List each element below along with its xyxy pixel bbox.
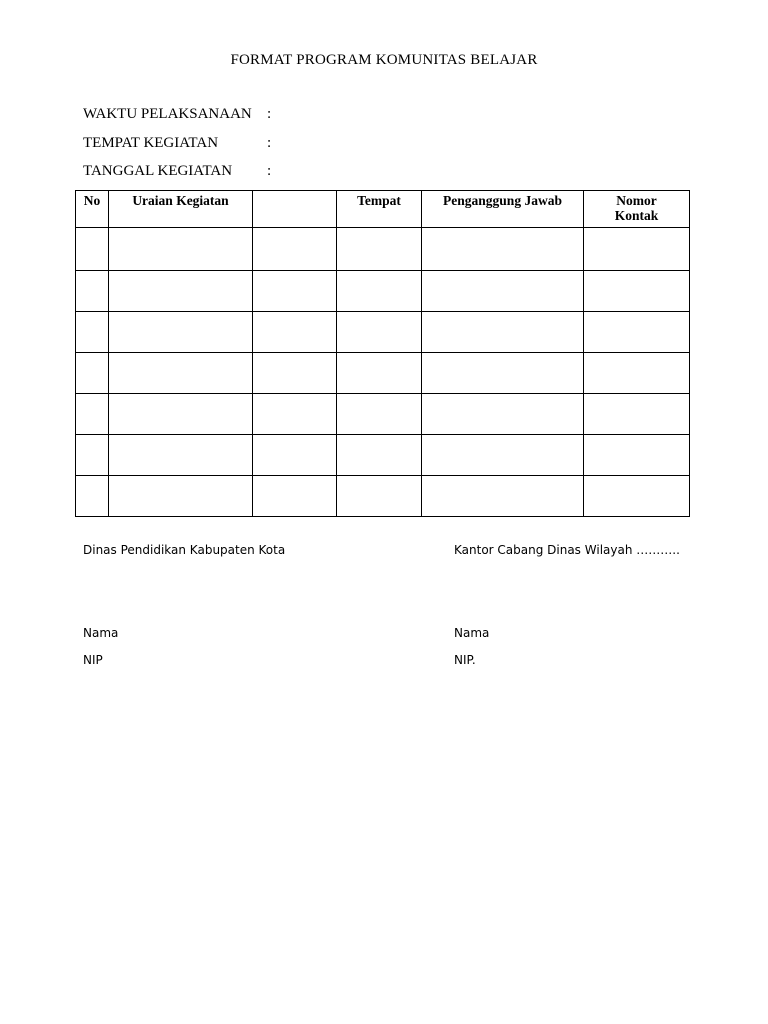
field-waktu	[83, 106, 272, 123]
table-cell[interactable]	[337, 394, 422, 435]
field-tempat-colon: :	[267, 135, 272, 151]
table-row	[76, 312, 690, 353]
table-cell[interactable]	[253, 312, 337, 353]
table-cell[interactable]	[109, 312, 253, 353]
table-cell[interactable]	[422, 435, 584, 476]
table-cell[interactable]	[253, 476, 337, 517]
field-tempat-label: TEMPAT KEGIATAN	[83, 135, 219, 151]
table-cell[interactable]	[422, 394, 584, 435]
table-cell[interactable]	[337, 228, 422, 271]
table-cell[interactable]	[76, 394, 109, 435]
left-nama: Nama	[83, 626, 119, 640]
header-tempat: Tempat	[337, 191, 422, 228]
table-row	[76, 353, 690, 394]
field-tanggal-label: TANGGAL KEGIATAN	[83, 163, 233, 179]
table-cell[interactable]	[422, 271, 584, 312]
table-row	[76, 228, 690, 271]
table-cell[interactable]	[253, 394, 337, 435]
table-cell[interactable]	[584, 435, 690, 476]
table-cell[interactable]	[76, 353, 109, 394]
field-waktu-colon: :	[267, 106, 272, 122]
table-cell[interactable]	[584, 271, 690, 312]
table-cell[interactable]	[422, 312, 584, 353]
table-cell[interactable]	[253, 435, 337, 476]
table-row	[76, 435, 690, 476]
table-cell[interactable]	[76, 228, 109, 271]
table-cell[interactable]	[337, 476, 422, 517]
table-cell[interactable]	[109, 476, 253, 517]
table-row	[76, 271, 690, 312]
right-nip: NIP.	[454, 653, 476, 667]
right-nama: Nama	[454, 626, 490, 640]
table-cell[interactable]	[109, 435, 253, 476]
table-cell[interactable]	[422, 228, 584, 271]
table-cell[interactable]	[76, 271, 109, 312]
header-nomor-kontak	[584, 191, 690, 228]
table-cell[interactable]	[584, 312, 690, 353]
field-tempat	[83, 135, 272, 152]
table-cell[interactable]	[337, 312, 422, 353]
table-header-row	[76, 191, 690, 228]
table-cell[interactable]	[584, 353, 690, 394]
header-no: No	[76, 191, 109, 228]
field-tanggal	[83, 163, 272, 180]
table-cell[interactable]	[337, 353, 422, 394]
table-cell[interactable]	[109, 394, 253, 435]
table-row	[76, 476, 690, 517]
field-tanggal-colon: :	[267, 163, 272, 179]
header-uraian-kegiatan: Uraian Kegiatan	[109, 191, 253, 228]
table-cell[interactable]	[76, 476, 109, 517]
document-title: FORMAT PROGRAM KOMUNITAS BELAJAR	[230, 52, 538, 68]
table-cell[interactable]	[253, 228, 337, 271]
table-cell[interactable]	[422, 353, 584, 394]
table-cell[interactable]	[337, 271, 422, 312]
left-org: Dinas Pendidikan Kabupaten Kota	[83, 543, 286, 557]
table-cell[interactable]	[109, 353, 253, 394]
header-penanggung-jawab: Penganggung Jawab	[422, 191, 584, 228]
field-waktu-label: WAKTU PELAKSANAAN	[83, 106, 252, 122]
left-nip: NIP	[83, 653, 103, 667]
activity-table	[75, 190, 690, 517]
header-blank	[253, 191, 337, 228]
table-cell[interactable]	[76, 435, 109, 476]
right-org: Kantor Cabang Dinas Wilayah ………..	[454, 543, 680, 557]
table-cell[interactable]	[337, 435, 422, 476]
table-row	[76, 394, 690, 435]
header-nomor-kontak-label: Nomor Kontak	[614, 193, 659, 223]
table-cell[interactable]	[422, 476, 584, 517]
table-cell[interactable]	[109, 228, 253, 271]
table-cell[interactable]	[109, 271, 253, 312]
table-cell[interactable]	[253, 271, 337, 312]
table-cell[interactable]	[253, 353, 337, 394]
table-cell[interactable]	[584, 394, 690, 435]
table-cell[interactable]	[584, 228, 690, 271]
table-cell[interactable]	[76, 312, 109, 353]
table-cell[interactable]	[584, 476, 690, 517]
